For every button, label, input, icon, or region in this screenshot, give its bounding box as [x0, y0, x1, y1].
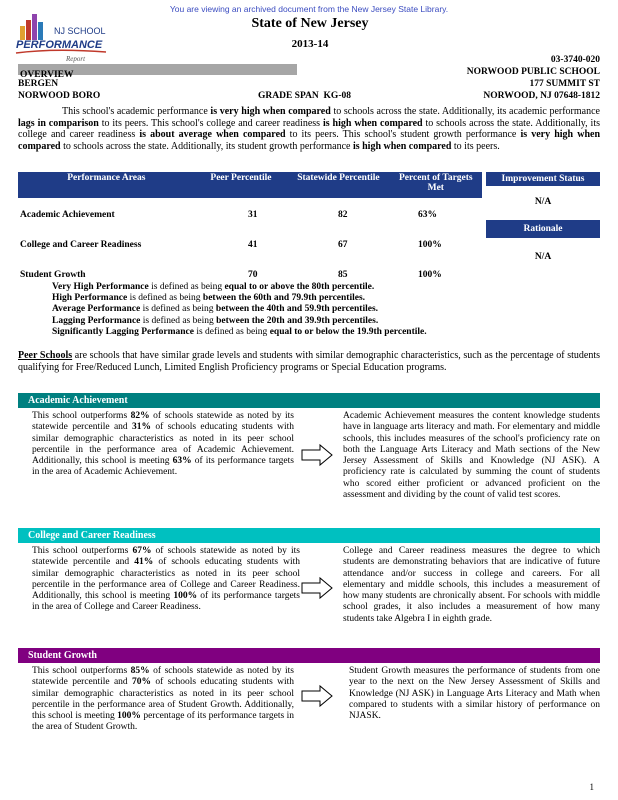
row-peer: 31: [248, 210, 258, 220]
grade-span-value: KG-08: [323, 91, 351, 101]
peer-schools-term: Peer Schools: [18, 350, 73, 361]
section-header-academic-achievement: Academic Achievement: [18, 393, 600, 408]
page-title: State of New Jersey: [251, 16, 369, 31]
row-peer: 41: [248, 240, 258, 250]
district: NORWOOD BORO: [18, 91, 101, 101]
peer-schools-paragraph: [18, 350, 600, 373]
section-summary-run: 100%: [117, 711, 141, 722]
definition-connector: is defined as being: [127, 293, 203, 304]
summary-run: lags in comparison: [18, 117, 99, 129]
student-growth-summary: [32, 666, 294, 734]
definition-connector: is defined as being: [193, 326, 270, 337]
row-targets: 100%: [418, 270, 442, 280]
definition-connector: is defined as being: [140, 304, 216, 315]
page-number: 1: [589, 782, 594, 792]
summary-run: to its peers. This school's student growth performance: [285, 129, 521, 141]
logo-line2: PERFORMANCE: [16, 39, 103, 51]
row-targets: 63%: [418, 210, 437, 220]
academic-achievement-summary: [32, 411, 294, 479]
summary-run: is about average when compared: [139, 129, 286, 141]
section-summary-run: 100%: [173, 591, 198, 602]
definition-line: [52, 282, 552, 293]
section-header-college-career-readiness: College and Career Readiness: [18, 528, 600, 543]
section-summary-run: of schools educating students with similar demographic characteristics as noted in its peer school percentile in the performance area of Student Growth. Additionally, this school is meeting: [32, 677, 294, 722]
college-career-readiness-description: College and Career readiness measures the degree to which students are demonstrating behaviors that are indicative of future attendance and/or success in college and careers. For all elementary and middle schools, this includes a measurement of how many students are chronically absent. For schools with middle school grades, it also includes a measurement of how many students take Algebra I in eighth grade.: [343, 546, 600, 624]
row-state: 67: [338, 240, 348, 250]
definition-line: [52, 293, 552, 304]
section-summary-run: of schools educating students with similar demographic characteristics as noted in its peer school percentile in the performance area of Academic Achievement. Additionally, this school is meeting: [32, 422, 294, 467]
definition-line: [52, 327, 552, 338]
definition-range: between the 60th and 79.9th percentiles.: [202, 293, 366, 304]
definition-term: Lagging Performance: [52, 315, 141, 326]
school-city: NORWOOD, NJ 07648-1812: [483, 91, 600, 101]
summary-run: This school's academic performance: [62, 106, 211, 117]
section-summary-run: 63%: [172, 456, 192, 467]
section-summary-run: This school outperforms: [32, 666, 131, 676]
header-statewide-percentile: Statewide Percentile: [287, 172, 389, 198]
definition-range: between the 40th and 59.9th percentiles.: [215, 304, 379, 315]
section-header-student-growth: Student Growth: [18, 648, 600, 663]
section-summary-run: 31%: [132, 422, 152, 433]
grade-span-label: GRADE SPAN: [258, 91, 319, 101]
definition-line: [52, 304, 552, 315]
section-summary-run: percentage of its performance targets in the area of Student Growth.: [32, 711, 294, 733]
definition-range: equal to or above the 80th percentile.: [224, 282, 375, 292]
rationale-header: Rationale: [486, 220, 600, 238]
summary-run: to schools across the state. Additionally, its college and career readiness: [18, 117, 600, 141]
section-summary-run: of its performance targets in the area of Academic Achievement.: [32, 456, 294, 478]
summary-run: to schools across the state. Additionally, its student growth performance: [60, 140, 353, 152]
definition-range: between the 20th and 39.9th percentiles.: [216, 315, 379, 326]
logo-line1: NJ SCHOOL: [54, 26, 106, 36]
school-code: 03-3740-020: [550, 55, 600, 65]
row-area: Student Growth: [20, 270, 86, 280]
section-summary-run: 82%: [130, 411, 150, 421]
performance-table: [18, 172, 482, 198]
section-summary-run: of schools educating students with similar demographic characteristics as noted in its peer school percentile in the performance area of College and Career Readiness. Additionally, this school is meeting: [32, 557, 300, 602]
section-summary-run: This school outperforms: [32, 411, 131, 421]
arrow-right-icon: [301, 576, 333, 600]
definition-range: equal to or below the 19.9th percentile.: [269, 326, 427, 337]
section-summary-run: This school outperforms: [32, 546, 133, 556]
summary-paragraph: [18, 106, 600, 152]
arrow-right-icon: [301, 443, 333, 467]
header-targets-met: Percent of Targets Met: [390, 172, 482, 198]
definition-term: Very High Performance: [52, 282, 149, 292]
rationale-value: N/A: [534, 252, 552, 262]
section-summary-run: of schools statewide as noted by its statewide percentile and: [32, 546, 300, 568]
definition-connector: is defined as being: [148, 282, 225, 292]
definition-term: Significantly Lagging Performance: [52, 326, 194, 337]
peer-schools-text: are schools that have similar grade levels and students with similar demographic characteristics, such as the percentage of students qualifying for Free/Reduced Lunch, Limited English Proficiency programs or Special Education programs.: [18, 350, 600, 373]
summary-run: is very high when compared: [18, 129, 601, 152]
summary-run: is high when compared: [352, 140, 452, 152]
definition-term: Average Performance: [52, 304, 141, 315]
definition-line: [52, 316, 552, 327]
overview-label: OVERVIEW: [20, 70, 74, 80]
county: BERGEN: [18, 79, 59, 89]
section-summary-run: 41%: [134, 557, 154, 568]
nj-school-performance-logo: [14, 12, 112, 64]
college-career-readiness-summary: [32, 546, 300, 614]
academic-achievement-description: Academic Achievement measures the content knowledge students have in language arts literacy and math. For elementary and middle schools, this includes measures of the school's proficiency rate on both the Language Arts Literacy and Math sections of the New Jersey Assessment of Skills and Knowledge (NJ ASK). A proficiency rate is calculated by summing the count of students who scored either proficient or advanced proficient on the assessment and dividing by the count of valid test scores.: [343, 411, 600, 501]
logo-line3: Report: [66, 55, 86, 63]
arrow-right-icon: [301, 684, 333, 708]
school-name: NORWOOD PUBLIC SCHOOL: [466, 67, 600, 77]
header-performance-areas: Performance Areas: [18, 172, 195, 198]
definition-connector: is defined as being: [140, 315, 217, 326]
row-state: 82: [338, 210, 348, 220]
row-area: Academic Achievement: [20, 210, 115, 220]
row-area: College and Career Readiness: [20, 240, 142, 250]
section-summary-run: 67%: [132, 546, 152, 556]
summary-run: to its peers.: [451, 140, 500, 152]
section-summary-run: 70%: [132, 677, 152, 688]
section-summary-run: of schools statewide as noted by its statewide percentile and: [32, 666, 294, 688]
archive-notice[interactable]: You are viewing an archived document from the New Jersey State Library.: [169, 4, 449, 14]
grade-span: [258, 91, 351, 101]
performance-definitions: [52, 282, 552, 338]
definition-term: High Performance: [52, 293, 128, 304]
summary-run: is very high when compared: [210, 106, 331, 117]
summary-run: to its peers. This school's college and career readiness: [98, 117, 323, 129]
section-summary-run: of schools statewide as noted by its statewide percentile and: [32, 411, 294, 433]
improvement-status-value: N/A: [534, 197, 552, 207]
improvement-status-header: Improvement Status: [486, 172, 600, 186]
summary-run: is high when compared: [322, 117, 423, 129]
school-year: 2013-14: [291, 38, 329, 50]
section-summary-run: of its performance targets in the area of College and Career Readiness.: [32, 591, 300, 613]
school-address: 177 SUMMIT ST: [529, 79, 600, 89]
section-summary-run: 85%: [130, 666, 150, 676]
student-growth-description: Student Growth measures the performance of students from one year to the next on the New Jersey Assessment of Skills and Knowledge (NJ ASK) in Language Arts Literacy and Math when compared to students with a similar history of performance on NJASK.: [349, 666, 600, 722]
row-state: 85: [338, 270, 348, 280]
overview-bar: [18, 64, 297, 80]
header-peer-percentile: Peer Percentile: [195, 172, 288, 198]
row-peer: 70: [248, 270, 258, 280]
summary-run: to schools across the state. Additionally, its academic performance: [330, 106, 600, 117]
row-targets: 100%: [418, 240, 442, 250]
